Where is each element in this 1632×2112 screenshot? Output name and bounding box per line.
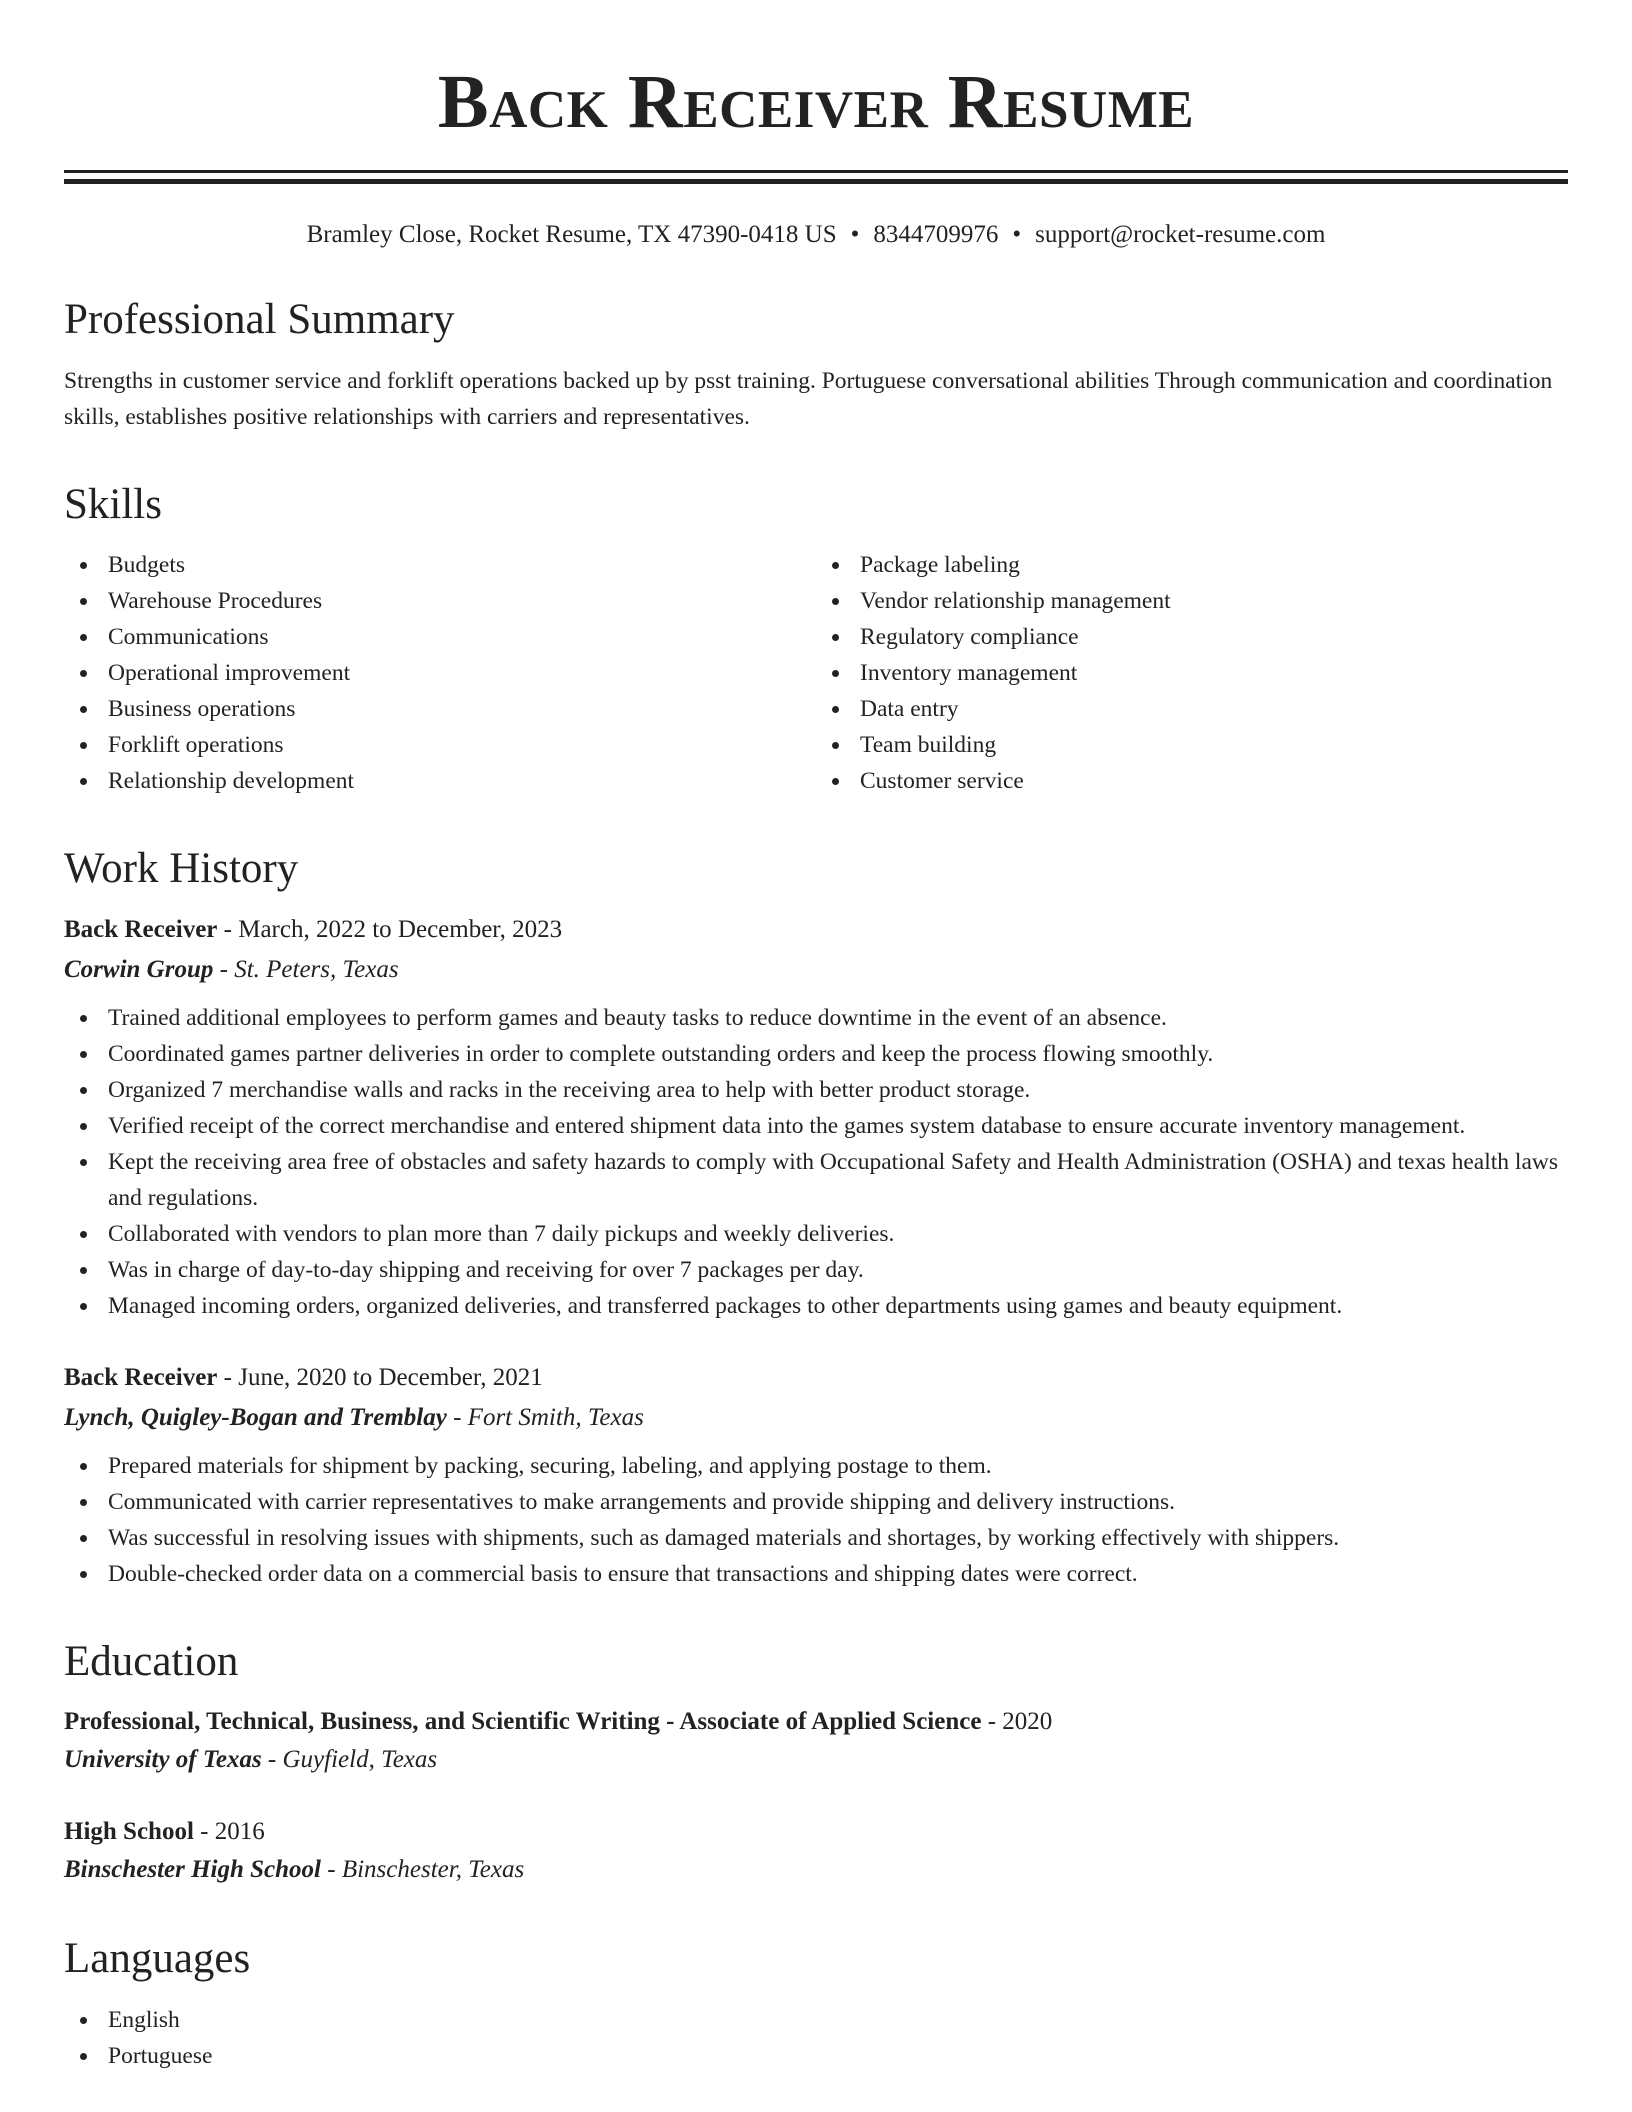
education-year: - 2016	[193, 1818, 265, 1846]
languages-list	[64, 2002, 1568, 2074]
job-bullet: Double-checked order data on a commercial basis to ensure that transactions and shipping dates were correct.	[64, 1556, 1568, 1592]
job-bullets	[64, 1000, 1568, 1324]
education-year: - 2020	[981, 1708, 1053, 1736]
job-bullet: Trained additional employees to perform games and beauty tasks to reduce downtime in the event of an absence.	[64, 1000, 1568, 1036]
education-degree-line	[64, 1703, 1568, 1741]
skills-list-right	[816, 547, 1568, 799]
job-bullet: Kept the receiving area free of obstacles and safety hazards to comply with Occupational Safety and Health Administration (OSHA) and texas health laws and regulations.	[64, 1144, 1568, 1216]
language-item: English	[64, 2002, 1568, 2038]
summary-heading: Professional Summary	[64, 296, 455, 343]
education-location: - Guyfield, Texas	[261, 1746, 438, 1774]
job-company-line	[64, 950, 1568, 990]
contact-separator: •	[1012, 221, 1022, 248]
contact-line	[64, 220, 1568, 250]
skills-heading: Skills	[64, 481, 162, 529]
skill-item: Forklift operations	[64, 727, 816, 763]
summary-text: Strengths in customer service and forklift operations backed up by psst training. Portuguese conversational abilities Through communication and coordination skills, establishes positive relationships with carriers and representatives.	[64, 368, 1553, 431]
job-location: - Fort Smith, Texas	[446, 1403, 644, 1431]
job-bullet: Organized 7 merchandise walls and racks in the receiving area to help with better product storage.	[64, 1072, 1568, 1108]
education-school-line	[64, 1851, 1568, 1889]
job-title-line	[64, 1358, 1568, 1398]
title-rule-top	[64, 170, 1568, 173]
job-dates: - March, 2022 to December, 2023	[217, 915, 563, 943]
skill-item: Team building	[816, 727, 1568, 763]
job-bullet: Coordinated games partner deliveries in order to complete outstanding orders and keep the process flowing smoothly.	[64, 1036, 1568, 1072]
resume-title: Back Receiver Resume	[437, 60, 1195, 144]
education-school: University of Texas	[64, 1746, 262, 1774]
skill-item: Operational improvement	[64, 655, 816, 691]
education-entry	[64, 1813, 1568, 1889]
education-degree-line	[64, 1813, 1568, 1851]
skill-item: Inventory management	[816, 655, 1568, 691]
summary-section	[64, 296, 1568, 435]
education-school-line	[64, 1741, 1568, 1779]
languages-section	[64, 1935, 1568, 2074]
skill-item: Communications	[64, 619, 816, 655]
job-company: Corwin Group	[64, 955, 214, 983]
job-title: Back Receiver	[64, 1363, 218, 1391]
job-entry	[64, 910, 1568, 1324]
skill-item: Budgets	[64, 547, 816, 583]
contact-phone: 8344709976	[873, 221, 999, 248]
languages-heading: Languages	[64, 1935, 251, 1983]
contact-address: Bramley Close, Rocket Resume, TX 47390-0418 US	[306, 221, 837, 248]
job-bullet: Prepared materials for shipment by packing, securing, labeling, and applying postage to them.	[64, 1448, 1568, 1484]
job-title: Back Receiver	[64, 915, 218, 943]
skills-columns	[64, 547, 1568, 799]
job-bullet: Was successful in resolving issues with shipments, such as damaged materials and shortages, by working effectively with shippers.	[64, 1520, 1568, 1556]
skill-item: Business operations	[64, 691, 816, 727]
job-company: Lynch, Quigley-Bogan and Tremblay	[64, 1403, 447, 1431]
education-heading: Education	[64, 1637, 239, 1685]
job-bullets	[64, 1448, 1568, 1592]
work-history-section	[64, 845, 1568, 1592]
job-bullet: Collaborated with vendors to plan more than 7 daily pickups and weekly deliveries.	[64, 1216, 1568, 1252]
education-entry	[64, 1703, 1568, 1779]
job-dates: - June, 2020 to December, 2021	[217, 1363, 543, 1391]
job-bullet: Verified receipt of the correct merchandise and entered shipment data into the games system database to ensure accurate inventory management.	[64, 1108, 1568, 1144]
skill-item: Relationship development	[64, 763, 816, 799]
job-bullet: Was in charge of day-to-day shipping and receiving for over 7 packages per day.	[64, 1252, 1568, 1288]
education-location: - Binschester, Texas	[321, 1856, 525, 1884]
education-school: Binschester High School	[64, 1856, 321, 1884]
education-degree: High School	[64, 1818, 194, 1846]
skill-item: Data entry	[816, 691, 1568, 727]
job-bullet: Managed incoming orders, organized deliveries, and transferred packages to other departments using games and beauty equipment.	[64, 1288, 1568, 1324]
work-history-heading: Work History	[64, 844, 299, 892]
job-location: - St. Peters, Texas	[213, 955, 399, 983]
skill-item: Warehouse Procedures	[64, 583, 816, 619]
job-title-line	[64, 910, 1568, 950]
job-bullet: Communicated with carrier representatives to make arrangements and provide shipping and delivery instructions.	[64, 1484, 1568, 1520]
job-entry	[64, 1358, 1568, 1592]
education-degree: Professional, Technical, Business, and Scientific Writing - Associate of Applied Science	[64, 1708, 982, 1736]
skill-item: Package labeling	[816, 547, 1568, 583]
contact-separator: •	[850, 221, 860, 248]
title-rule-bottom	[64, 179, 1568, 184]
language-item: Portuguese	[64, 2038, 1568, 2074]
skill-item: Customer service	[816, 763, 1568, 799]
job-company-line	[64, 1398, 1568, 1438]
skill-item: Regulatory compliance	[816, 619, 1568, 655]
skills-list-left	[64, 547, 816, 799]
contact-email: support@rocket-resume.com	[1035, 221, 1326, 248]
education-section	[64, 1638, 1568, 1889]
skills-section	[64, 481, 1568, 798]
skill-item: Vendor relationship management	[816, 583, 1568, 619]
